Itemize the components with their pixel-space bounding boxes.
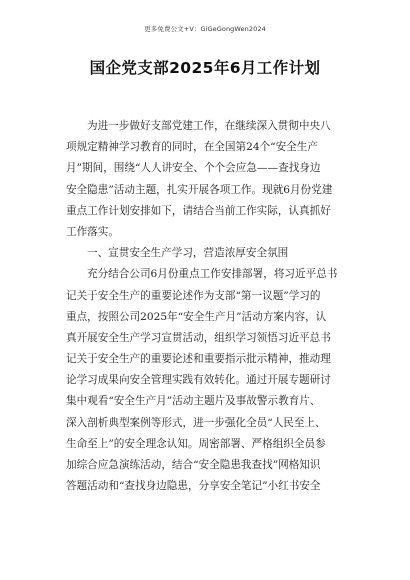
paragraph-line: 安全隐患”活动主题，扎实开展各项工作。现就6月份党建 (66, 183, 333, 196)
header-note: 更多免费公文+V：GiGeGongWen2024 (144, 25, 266, 33)
paragraph-line: 记关于安全生产的重要论述和重要指示批示精神，推动理 (66, 353, 331, 366)
paragraph-line: 月”期间，围绕“人人讲安全、个个会应急——查找身边 (66, 162, 321, 175)
paragraph-line: 答题活动和“查找身边隐患，分享安全笔记”小红书安全 (66, 480, 321, 493)
paragraph-line: 深入剖析典型案例等形式，进一步强化全员“人民至上、 (66, 416, 326, 429)
paragraph-line: 重点，按照公司2025年“安全生产月”活动方案内容，认 (66, 310, 327, 323)
paragraph-line: 论学习成果向安全管理实践有效转化。通过开展专题研讨 (66, 374, 331, 387)
paragraph-line: 记关于安全生产的重要论述作为支部“第一议题”学习的 (66, 289, 321, 302)
paragraph-line: 加综合应急演练活动，结合“安全隐患我查找”网格知识 (66, 459, 321, 471)
paragraph-line: 工作落实。 (66, 225, 119, 238)
paragraph-line: 集中观看“安全生产月”活动主题片及事故警示教育片、 (66, 395, 321, 408)
section-heading: 一、宣贯安全生产学习，营造浓厚安全氛围 (87, 247, 289, 260)
paragraph-line: 重点工作计划安排如下，请结合当前工作实际，认真抓好 (66, 204, 331, 217)
paragraph-line: 真开展安全生产学习宣贯活动，组织学习领悟习近平总书 (66, 331, 331, 344)
document-body (66, 116, 350, 497)
paragraph-line: 项规定精神学习教育的同时，在全国第24个“安全生产 (66, 141, 318, 154)
document-title: 国企党支部2025年6月工作计划 (89, 59, 321, 77)
paragraph-line: 生命至上”的安全理念认知。周密部署、严格组织全员参 (66, 437, 326, 450)
paragraph-line: 为进一步做好支部党建工作，在继续深入贯彻中央八 (87, 120, 331, 132)
paragraph-line: 充分结合公司6月份重点工作安排部署，将习近平总书 (87, 268, 338, 281)
